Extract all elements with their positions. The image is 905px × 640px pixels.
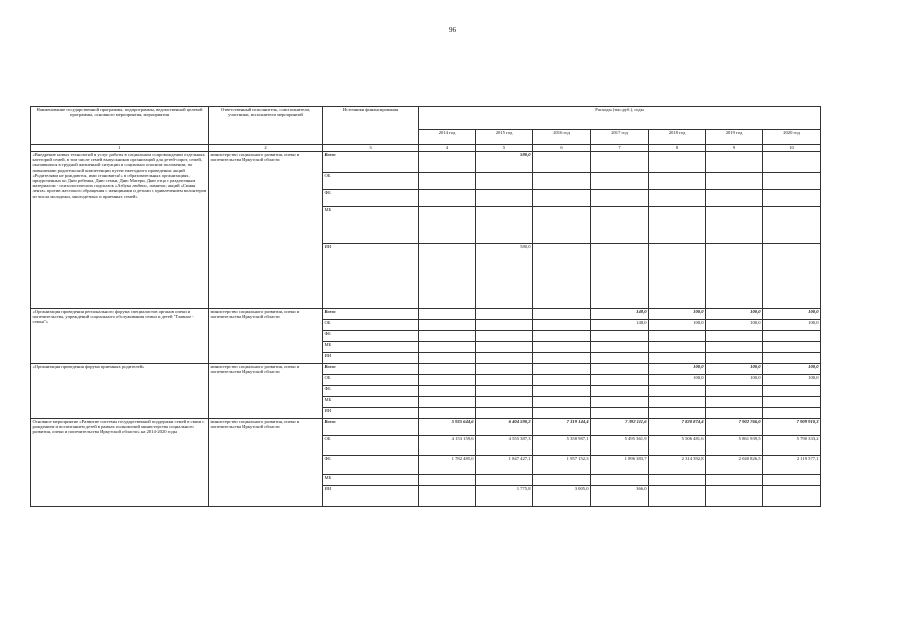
column-number: 4 (419, 145, 476, 152)
funding-source: МБ (323, 207, 419, 244)
amount-cell (706, 152, 763, 173)
amount-cell: 1 896 383,7 (591, 456, 649, 475)
header-year: 2018 год (649, 130, 706, 145)
funding-source: ИИ (323, 486, 419, 507)
amount-cell (706, 408, 763, 419)
amount-cell: 4 153 159,6 (419, 436, 476, 456)
amount-cell (419, 353, 476, 364)
amount-cell (476, 207, 533, 244)
amount-cell: 4 555 387,3 (476, 436, 533, 456)
amount-cell (591, 475, 649, 486)
amount-cell (591, 364, 649, 375)
amount-cell (591, 173, 649, 190)
executor-cell: министерство социального развития, опеки и попечительства Иркутской области (209, 419, 323, 507)
column-number: 10 (763, 145, 821, 152)
amount-cell: 3 005,0 (533, 486, 591, 507)
amount-cell: 1 775,8 (476, 486, 533, 507)
executor-cell: министерство социального развития, опеки и попечительства Иркутской области (209, 309, 323, 364)
column-number: 6 (533, 145, 591, 152)
amount-cell (419, 320, 476, 331)
funding-source: ФБ (323, 190, 419, 207)
funding-source: ИИ (323, 353, 419, 364)
funding-source: Всего (323, 364, 419, 375)
amount-cell: 5 506 481,6 (649, 436, 706, 456)
program-title: Основное мероприятие «Развитие системы государственной поддержки семей в связи с рождением и воспитанием детей в рамках полномочий министерства социального развития, опеки и попечительства Иркутской области» на 2014-2020 годы (31, 419, 209, 507)
amount-cell (533, 173, 591, 190)
amount-cell (533, 408, 591, 419)
amount-cell (476, 173, 533, 190)
amount-cell (706, 244, 763, 309)
funding-source: МБ (323, 397, 419, 408)
amount-cell: 1 847 427,1 (476, 456, 533, 475)
amount-cell (419, 207, 476, 244)
header-year: 2017 год (591, 130, 649, 145)
amount-cell (476, 190, 533, 207)
amount-cell (419, 408, 476, 419)
amount-cell (419, 475, 476, 486)
amount-cell: 100,0 (649, 309, 706, 320)
funding-source: ФБ (323, 331, 419, 342)
amount-cell: 5 861 939,5 (706, 436, 763, 456)
amount-cell (649, 173, 706, 190)
amount-cell (419, 342, 476, 353)
amount-cell: 2 040 826,5 (706, 456, 763, 475)
amount-cell: 148,0 (591, 309, 649, 320)
amount-cell (533, 309, 591, 320)
amount-cell (706, 486, 763, 507)
table-row (31, 309, 821, 320)
amount-cell (649, 386, 706, 397)
amount-cell (706, 331, 763, 342)
amount-cell (763, 386, 821, 397)
amount-cell (419, 309, 476, 320)
column-number: 7 (591, 145, 649, 152)
header-program: Наименование государственной программы, подпрограммы, ведомственной целевой программы, основного мероприятия, мероприятия (31, 107, 209, 145)
amount-cell (649, 331, 706, 342)
amount-cell (591, 408, 649, 419)
funding-source: ФБ (323, 456, 419, 475)
amount-cell (591, 152, 649, 173)
executor-cell: министерство социального развития, опеки и попечительства Иркутской области (209, 152, 323, 309)
amount-cell (649, 475, 706, 486)
amount-cell (649, 408, 706, 419)
column-number: 1 (31, 145, 209, 152)
amount-cell (591, 342, 649, 353)
amount-cell (591, 397, 649, 408)
amount-cell (649, 353, 706, 364)
amount-cell: 100,0 (763, 364, 821, 375)
amount-cell (649, 190, 706, 207)
amount-cell (706, 386, 763, 397)
amount-cell (476, 386, 533, 397)
amount-cell: 7 319 144,4 (533, 419, 591, 436)
funding-source: Всего (323, 419, 419, 436)
program-title: «Организация проведения регионального форума специалистов органов опеки и попечительства, учреждений социального обслуживания семьи и детей "Главное - семья"» (31, 309, 209, 364)
amount-cell (476, 397, 533, 408)
amount-cell (476, 342, 533, 353)
amount-cell (476, 375, 533, 386)
amount-cell: 100,0 (706, 309, 763, 320)
amount-cell (591, 190, 649, 207)
amount-cell (533, 353, 591, 364)
amount-cell (533, 375, 591, 386)
amount-cell (476, 309, 533, 320)
executor-cell: министерство социального развития, опеки и попечительства Иркутской области (209, 364, 323, 419)
amount-cell (763, 173, 821, 190)
amount-cell: 100,0 (763, 320, 821, 331)
funding-source: ИИ (323, 244, 419, 309)
amount-cell (533, 386, 591, 397)
amount-cell (533, 475, 591, 486)
header-year: 2020 год (763, 130, 821, 145)
amount-cell: 100,0 (763, 309, 821, 320)
table-row (31, 419, 821, 436)
amount-cell (763, 190, 821, 207)
amount-cell (419, 486, 476, 507)
amount-cell (419, 173, 476, 190)
program-title: «Внедрение новых технологий в услуг работы в социальном сопровождении отдельных категорий семей, в том числе семей выпускников организаций для детей-сирот, семей, оказавшихся в трудной жизненной ситуации и социально опасном положении, по повышению родительской компетенции путем ежегодного проведения: акций «Родителями не рождаются, ими становятся!» в образовательных организациях, приуроченных ко Дню ребенка, Дню семьи, Дню Матери, Дню отца с раздаточным материалом - психологических подсказок «Азбука любви», памяток; акций «Синяя лента» против жестокого обращения с женщинами и детьми с привлечением волонтеров из числа молодежи, многодетных и приемных семей» (31, 152, 209, 309)
amount-cell: 580,0 (476, 244, 533, 309)
amount-cell (533, 397, 591, 408)
amount-cell (533, 320, 591, 331)
column-number: 3 (323, 145, 419, 152)
funding-source: МБ (323, 475, 419, 486)
amount-cell (533, 190, 591, 207)
column-number: 8 (649, 145, 706, 152)
funding-source: ОБ (323, 375, 419, 386)
amount-cell: 5 935 644,6 (419, 419, 476, 436)
amount-cell: 5 358 987,1 (533, 436, 591, 456)
amount-cell (763, 331, 821, 342)
amount-cell (591, 331, 649, 342)
header-year: 2014 год (419, 130, 476, 145)
amount-cell: 7 909 910,3 (763, 419, 821, 436)
column-number: 9 (706, 145, 763, 152)
amount-cell: 366,0 (591, 486, 649, 507)
amount-cell (591, 207, 649, 244)
funding-source: ОБ (323, 320, 419, 331)
amount-cell (649, 397, 706, 408)
header-expenses: Расходы (тыс.руб.), годы (419, 107, 821, 130)
amount-cell (763, 342, 821, 353)
header-year: 2015 год (476, 130, 533, 145)
amount-cell: 2 119 577,1 (763, 456, 821, 475)
funding-source: Всего (323, 309, 419, 320)
amount-cell: 7 392 111,6 (591, 419, 649, 436)
amount-cell (533, 152, 591, 173)
amount-cell (591, 244, 649, 309)
amount-cell (419, 375, 476, 386)
amount-cell: 2 314 392,8 (649, 456, 706, 475)
amount-cell: 100,0 (706, 320, 763, 331)
amount-cell (591, 353, 649, 364)
table-row (31, 364, 821, 375)
table-row (31, 152, 821, 173)
amount-cell (533, 207, 591, 244)
amount-cell: 5 495 361,9 (591, 436, 649, 456)
amount-cell (763, 408, 821, 419)
header-source: Источники финансирования (323, 107, 419, 145)
amount-cell (591, 375, 649, 386)
amount-cell (649, 244, 706, 309)
amount-cell: 100,0 (649, 320, 706, 331)
amount-cell (476, 331, 533, 342)
header-year: 2019 год (706, 130, 763, 145)
amount-cell (476, 320, 533, 331)
amount-cell (533, 364, 591, 375)
amount-cell (763, 207, 821, 244)
amount-cell (706, 353, 763, 364)
amount-cell (533, 342, 591, 353)
amount-cell: 100,0 (706, 375, 763, 386)
budget-table (30, 106, 821, 507)
amount-cell (419, 190, 476, 207)
amount-cell (476, 353, 533, 364)
amount-cell (763, 353, 821, 364)
amount-cell: 100,0 (649, 364, 706, 375)
header-year: 2016 год (533, 130, 591, 145)
header-executor: Ответственный исполнитель, соисполнители, участники, исполнители мероприятий (209, 107, 323, 145)
amount-cell: 5 790 333,2 (763, 436, 821, 456)
amount-cell (763, 244, 821, 309)
page-number: 96 (449, 26, 456, 34)
amount-cell (763, 152, 821, 173)
amount-cell: 6 404 590,2 (476, 419, 533, 436)
amount-cell (419, 244, 476, 309)
amount-cell (591, 386, 649, 397)
funding-source: ОБ (323, 173, 419, 190)
amount-cell: 7 902 766,0 (706, 419, 763, 436)
amount-cell: 100,0 (763, 375, 821, 386)
amount-cell: 1 782 485,0 (419, 456, 476, 475)
amount-cell (763, 475, 821, 486)
amount-cell (419, 386, 476, 397)
amount-cell (649, 342, 706, 353)
amount-cell (706, 475, 763, 486)
amount-cell (706, 397, 763, 408)
column-number: 2 (209, 145, 323, 152)
amount-cell (419, 397, 476, 408)
funding-source: ОБ (323, 436, 419, 456)
amount-cell (533, 331, 591, 342)
amount-cell: 1 957 152,3 (533, 456, 591, 475)
amount-cell (706, 173, 763, 190)
amount-cell (649, 486, 706, 507)
amount-cell (533, 244, 591, 309)
amount-cell: 100,0 (706, 364, 763, 375)
funding-source: МБ (323, 342, 419, 353)
amount-cell (706, 207, 763, 244)
amount-cell (649, 152, 706, 173)
amount-cell: 100,0 (649, 375, 706, 386)
amount-cell (476, 408, 533, 419)
funding-source: ИИ (323, 408, 419, 419)
amount-cell (706, 190, 763, 207)
amount-cell (476, 475, 533, 486)
amount-cell (419, 364, 476, 375)
column-number: 5 (476, 145, 533, 152)
funding-source: ФБ (323, 386, 419, 397)
amount-cell: 580,0 (476, 152, 533, 173)
column-number-row (31, 145, 821, 152)
amount-cell: 7 820 874,4 (649, 419, 706, 436)
amount-cell (476, 364, 533, 375)
amount-cell (419, 152, 476, 173)
amount-cell (649, 207, 706, 244)
funding-source: Всего (323, 152, 419, 173)
amount-cell (763, 486, 821, 507)
amount-cell: 148,0 (591, 320, 649, 331)
amount-cell (706, 342, 763, 353)
amount-cell (763, 397, 821, 408)
amount-cell (419, 331, 476, 342)
program-title: «Организация проведения форума приемных родителей» (31, 364, 209, 419)
